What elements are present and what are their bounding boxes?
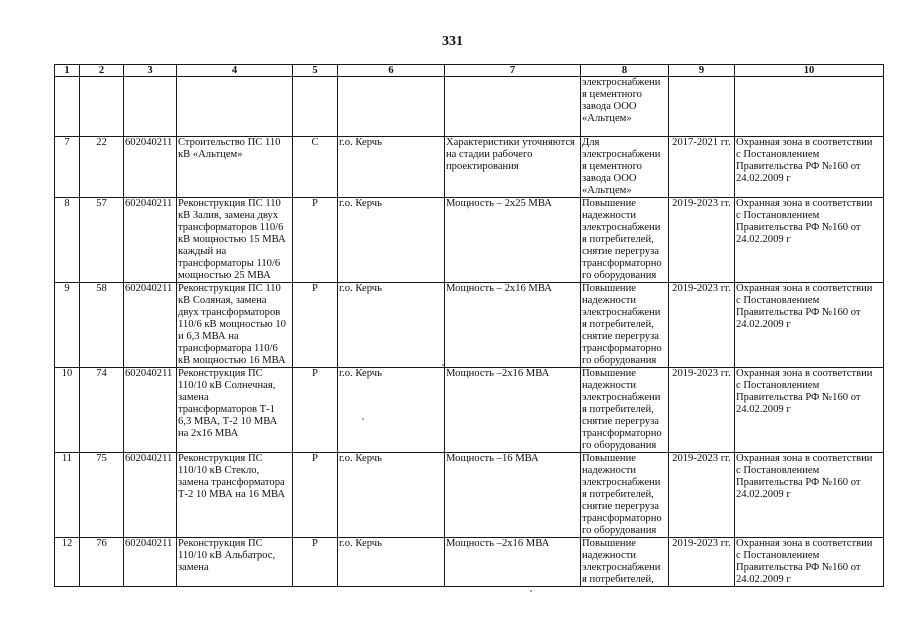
cell-characteristics: Мощность –2х16 МВА: [445, 368, 581, 453]
cell-classifier: 602040211: [124, 198, 177, 283]
scan-speck: [362, 418, 364, 420]
cell-classifier: 602040211: [124, 283, 177, 368]
cell-classifier: 602040211: [124, 368, 177, 453]
cell-object-name: Реконструкция ПС 110/10 кВ Альбатрос, замена: [177, 538, 293, 587]
cell-zone: Охранная зона в соответствии с Постановлением Правительства РФ №160 от 24.02.2009 г: [735, 453, 884, 538]
cell-purpose: Для электроснабжени я цементного завода ООО «Альтцем»: [581, 137, 669, 198]
cell-period: 2019-2023 гг.: [669, 368, 735, 453]
cell-zone: Охранная зона в соответствии с Постановлением Правительства РФ №160 от 24.02.2009 г: [735, 538, 884, 587]
cell-location: г.о. Керчь: [338, 198, 445, 283]
cell-code: 22: [80, 137, 124, 198]
cell-purpose: Повышение надежности электроснабжени я потребителей, снятие перегруза трансформаторно го оборудования: [581, 198, 669, 283]
cell-characteristics: Мощность – 2х16 МВА: [445, 283, 581, 368]
cell-zone: Охранная зона в соответствии с Постановлением Правительства РФ №160 от 24.02.2009 г: [735, 283, 884, 368]
column-header: 4: [177, 65, 293, 77]
scan-speck: [530, 590, 532, 592]
cell-characteristics: Мощность –16 МВА: [445, 453, 581, 538]
cell-row-number: 7: [55, 137, 80, 198]
cell-row-number: [55, 77, 80, 137]
cell-code: 76: [80, 538, 124, 587]
cell-location: г.о. Керчь: [338, 453, 445, 538]
column-header: 1: [55, 65, 80, 77]
cell-purpose: Повышение надежности электроснабжени я потребителей, снятие перегруза трансформаторно го оборудования: [581, 453, 669, 538]
cell-code: 74: [80, 368, 124, 453]
cell-location: г.о. Керчь: [338, 368, 445, 453]
cell-object-name: [177, 77, 293, 137]
table-row: [55, 538, 884, 587]
cell-status: С: [293, 137, 338, 198]
cell-object-name: Строительство ПС 110 кВ «Альтцем»: [177, 137, 293, 198]
cell-zone: Охранная зона в соответствии с Постановлением Правительства РФ №160 от 24.02.2009 г: [735, 137, 884, 198]
cell-period: 2019-2023 гг.: [669, 283, 735, 368]
cell-classifier: 602040211: [124, 137, 177, 198]
cell-period: [669, 77, 735, 137]
cell-zone: Охранная зона в соответствии с Постановлением Правительства РФ №160 от 24.02.2009 г: [735, 198, 884, 283]
column-header: 3: [124, 65, 177, 77]
column-header: 2: [80, 65, 124, 77]
column-header: 8: [581, 65, 669, 77]
cell-row-number: 8: [55, 198, 80, 283]
cell-location: г.о. Керчь: [338, 137, 445, 198]
cell-status: Р: [293, 198, 338, 283]
cell-purpose: Повышение надежности электроснабжени я потребителей, снятие перегруза трансформаторно го оборудования: [581, 368, 669, 453]
cell-status: Р: [293, 368, 338, 453]
cell-code: 75: [80, 453, 124, 538]
scan-speck: [442, 364, 444, 366]
cell-row-number: 12: [55, 538, 80, 587]
cell-row-number: 10: [55, 368, 80, 453]
cell-characteristics: Мощность – 2х25 МВА: [445, 198, 581, 283]
cell-characteristics: [445, 77, 581, 137]
column-header: 10: [735, 65, 884, 77]
table-row: [55, 137, 884, 198]
cell-location: г.о. Керчь: [338, 283, 445, 368]
cell-zone: [735, 77, 884, 137]
table-row: [55, 453, 884, 538]
cell-status: Р: [293, 453, 338, 538]
cell-status: Р: [293, 538, 338, 587]
cell-classifier: 602040211: [124, 538, 177, 587]
cell-period: 2019-2023 гг.: [669, 198, 735, 283]
cell-period: 2019-2023 гг.: [669, 538, 735, 587]
cell-object-name: Реконструкция ПС 110/10 кВ Стекло, замена трансформатора Т-2 10 МВА на 16 МВА: [177, 453, 293, 538]
cell-code: 58: [80, 283, 124, 368]
cell-period: 2017-2021 гг.: [669, 137, 735, 198]
table-row: [55, 77, 884, 137]
table-row: [55, 198, 884, 283]
cell-characteristics: Мощность –2х16 МВА: [445, 538, 581, 587]
table-row: [55, 283, 884, 368]
column-header: 7: [445, 65, 581, 77]
column-header: 6: [338, 65, 445, 77]
cell-purpose: Повышение надежности электроснабжени я потребителей,: [581, 538, 669, 587]
cell-period: 2019-2023 гг.: [669, 453, 735, 538]
table-row: [55, 368, 884, 453]
cell-status: Р: [293, 283, 338, 368]
cell-status: [293, 77, 338, 137]
cell-purpose: Повышение надежности электроснабжени я потребителей, снятие перегруза трансформаторно го оборудования: [581, 283, 669, 368]
cell-classifier: [124, 77, 177, 137]
cell-classifier: 602040211: [124, 453, 177, 538]
cell-location: г.о. Керчь: [338, 538, 445, 587]
cell-row-number: 11: [55, 453, 80, 538]
cell-object-name: Реконструкция ПС 110 кВ Соляная, замена двух трансформаторов 110/6 кВ мощностью 10 и 6,3 МВА на трансформатора 110/6 кВ мощностью 16 МВА: [177, 283, 293, 368]
cell-location: [338, 77, 445, 137]
data-table: [54, 64, 884, 587]
column-header: 5: [293, 65, 338, 77]
cell-code: 57: [80, 198, 124, 283]
cell-purpose: электроснабжени я цементного завода ООО «Альтцем»: [581, 77, 669, 137]
cell-code: [80, 77, 124, 137]
cell-characteristics: Характеристики уточняются на стадии рабочего проектирования: [445, 137, 581, 198]
column-header: 9: [669, 65, 735, 77]
page-number: 331: [442, 34, 463, 49]
cell-object-name: Реконструкция ПС 110 кВ Залив, замена двух трансформаторов 110/6 кВ мощностью 15 МВА каждый на трансформаторы 110/6 мощностью 25 МВА: [177, 198, 293, 283]
cell-object-name: Реконструкция ПС 110/10 кВ Солнечная, замена трансформаторов Т-1 6,3 МВА, Т-2 10 МВА на 2х16 МВА: [177, 368, 293, 453]
cell-row-number: 9: [55, 283, 80, 368]
cell-zone: Охранная зона в соответствии с Постановлением Правительства РФ №160 от 24.02.2009 г: [735, 368, 884, 453]
table-header-row: [55, 65, 884, 77]
